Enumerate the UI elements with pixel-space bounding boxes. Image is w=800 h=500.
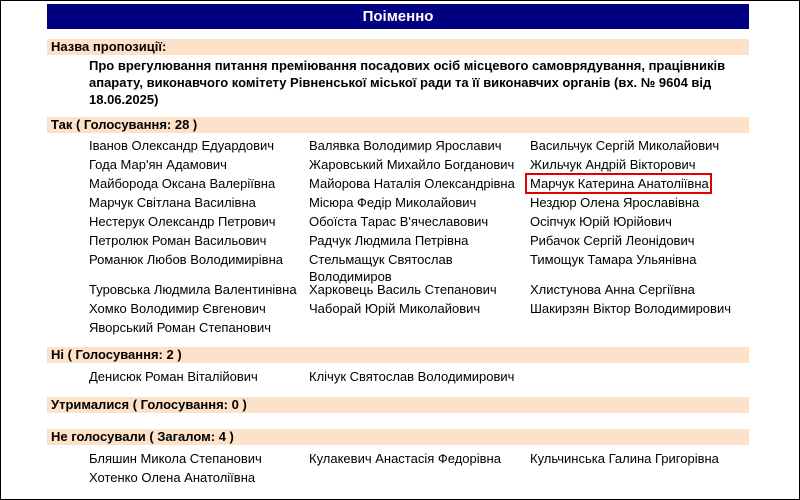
voter-name: Туровська Людмила Валентинівна (89, 282, 297, 297)
no-section-header: Ні ( Голосування: 2 ) (47, 347, 749, 363)
voter-name: Тимощук Тамара Ульянівна (530, 252, 697, 267)
voter-name: Нестерук Олександр Петрович (89, 214, 276, 229)
voter-name: Хотенко Олена Анатоліївна (89, 470, 256, 485)
page-title: Поіменно (47, 4, 749, 29)
voter-name: Жаровський Михайло Богданович (309, 157, 515, 172)
voter-name: Бляшин Микола Степанович (89, 451, 262, 466)
voter-name: Романюк Любов Володимирівна (89, 252, 283, 267)
abstained-section-header: Утрималися ( Голосування: 0 ) (47, 397, 749, 413)
voter-name: Кульчинська Галина Григорівна (530, 451, 719, 466)
voter-name: Марчук Світлана Василівна (89, 195, 256, 210)
voter-name: Яворський Роман Степанович (89, 320, 272, 335)
voter-name: Майборода Оксана Валеріївна (89, 176, 276, 191)
voter-name: Шакирзян Віктор Володимирович (530, 301, 731, 316)
yes-section-header: Так ( Голосування: 28 ) (47, 117, 749, 133)
voter-name: Хлистунова Анна Сергіївна (530, 282, 695, 297)
proposal-label: Назва пропозиції: (47, 39, 749, 55)
voter-name: Іванов Олександр Едуардович (89, 138, 275, 153)
voter-name: Денисюк Роман Віталійович (89, 369, 258, 384)
voter-name: Валявка Володимир Ярославич (309, 138, 502, 153)
proposal-text: Про врегулювання питання преміювання посадових осіб місцевого самоврядування, працівників апарату, виконавчого комітету Рівненської міської ради та її виконавчих органів (вх. № 9604 від 18.06.2025) (89, 58, 726, 107)
highlight-box (525, 173, 712, 194)
voter-name: Петролюк Роман Васильович (89, 233, 267, 248)
not-voted-section-header: Не голосували ( Загалом: 4 ) (47, 429, 749, 445)
voter-name: Жильчук Андрій Вікторович (530, 157, 696, 172)
voter-name: Осіпчук Юрій Юрійович (530, 214, 672, 229)
voter-name: Майорова Наталія Олександрівна (309, 176, 515, 191)
voter-name: Харковець Василь Степанович (309, 282, 497, 297)
voter-name: Місюра Федір Миколайович (309, 195, 477, 210)
voter-name-highlighted: Марчук Катерина Анатоліївна (530, 176, 709, 191)
voter-name: Чаборай Юрій Миколайович (309, 301, 481, 316)
voter-name: Стельмащук Святослав Володимиров (309, 252, 453, 284)
voter-name: Радчук Людмила Петрівна (309, 233, 469, 248)
voter-name: Кулакевич Анастасія Федорівна (309, 451, 501, 466)
voter-name: Нездюр Олена Ярославівна (530, 195, 700, 210)
voter-name: Рибачок Сергій Леонідович (530, 233, 695, 248)
voter-name: Васильчук Сергій Миколайович (530, 138, 720, 153)
voter-name: Года Мар'ян Адамович (89, 157, 227, 172)
voter-name: Клічук Святослав Володимирович (309, 369, 515, 384)
voter-name: Хомко Володимир Євгенович (89, 301, 266, 316)
voter-name: Обоїста Тарас В'ячеславович (309, 214, 489, 229)
